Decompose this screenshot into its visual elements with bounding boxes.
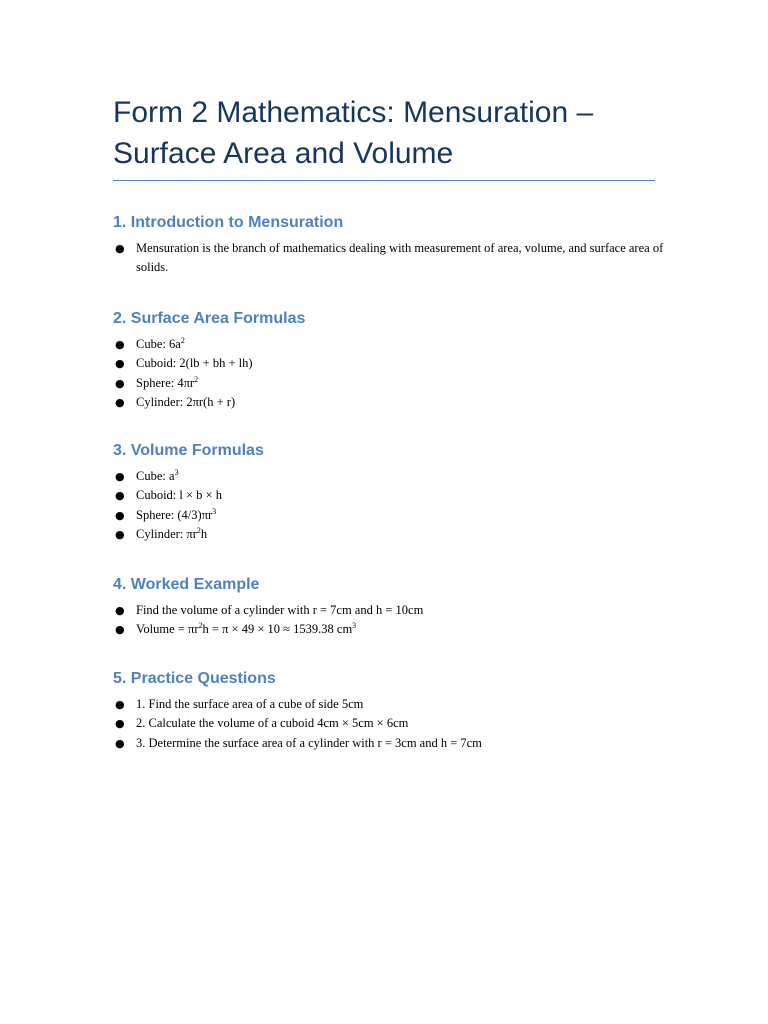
list-item xyxy=(113,734,673,753)
section-surface-area xyxy=(113,309,673,412)
section-heading: 1. Introduction to Mensuration xyxy=(113,214,344,231)
list-item xyxy=(113,601,673,620)
bullet-list xyxy=(113,239,673,278)
list-item-text: Cube: $6a^2$ xyxy=(136,336,185,351)
section-volume xyxy=(113,441,673,544)
list-item-text: Cuboid: l × b × h xyxy=(136,488,222,503)
bullet-icon: ● xyxy=(115,717,125,731)
list-item-text: Volume = $\pi r^2h = \pi \times 49 \times 10 \approx 1539.38$ $cm^3$ xyxy=(136,621,357,637)
list-item-text: Sphere: $(4/3)\pi r^3$ xyxy=(136,506,217,522)
list-item-text: Cuboid: 2(lb + bh + lh) xyxy=(136,356,253,371)
list-item xyxy=(113,239,673,278)
list-item-text: Find the volume of a cylinder with r = 7cm and h = 10cm xyxy=(136,603,424,617)
list-item xyxy=(113,714,673,733)
bullet-icon: ● xyxy=(115,508,125,522)
list-item-text: 2. Calculate the volume of a cuboid 4cm × 5cm × 6cm xyxy=(136,716,409,731)
list-item-text: Cylinder: $\pi r^2h$ xyxy=(136,525,208,541)
list-item xyxy=(113,486,673,505)
list-item xyxy=(113,467,673,486)
bullet-icon: ● xyxy=(115,357,125,371)
section-worked-example xyxy=(113,575,673,640)
bullet-icon: ● xyxy=(115,376,125,390)
list-item xyxy=(113,525,673,544)
list-item xyxy=(113,620,673,639)
section-introduction xyxy=(113,213,673,278)
bullet-list xyxy=(113,335,673,412)
bullet-icon: ● xyxy=(115,736,125,750)
bullet-icon: ● xyxy=(115,527,125,541)
document-title: Form 2 Mathematics: Mensuration – Surface Area and Volume xyxy=(113,96,594,170)
list-item-text: 3. Determine the surface area of a cylinder with r = 3cm and h = 7cm xyxy=(136,735,482,750)
list-item xyxy=(113,393,673,412)
section-heading: 3. Volume Formulas xyxy=(113,442,264,459)
list-item xyxy=(113,354,673,373)
list-item-text: Cylinder: 2πr(h + r) xyxy=(136,394,236,409)
bullet-icon: ● xyxy=(115,489,125,503)
section-heading: 5. Practice Questions xyxy=(113,670,276,687)
list-item xyxy=(113,335,673,354)
section-heading: 4. Worked Example xyxy=(113,576,260,593)
bullet-icon: ● xyxy=(115,604,125,617)
bullet-icon: ● xyxy=(115,242,125,255)
bullet-icon: ● xyxy=(115,698,125,711)
title-underline xyxy=(113,180,655,181)
bullet-icon: ● xyxy=(115,395,125,409)
list-item xyxy=(113,695,673,714)
list-item xyxy=(113,506,673,525)
list-item xyxy=(113,374,673,393)
bullet-icon: ● xyxy=(115,623,125,637)
bullet-list xyxy=(113,601,673,640)
list-item-text: Mensuration is the branch of mathematics dealing with measurement of area, volume, and surface area of solids. xyxy=(136,241,664,275)
list-item-text: Cube: $a^3$ xyxy=(136,468,179,483)
bullet-list xyxy=(113,695,673,753)
bullet-list xyxy=(113,467,673,544)
list-item-text: Sphere: $4\pi r^2$ xyxy=(136,374,199,390)
section-heading: 2. Surface Area Formulas xyxy=(113,310,306,327)
bullet-icon: ● xyxy=(115,338,125,351)
section-practice-questions xyxy=(113,669,673,753)
bullet-icon: ● xyxy=(115,470,125,483)
list-item-text: 1. Find the surface area of a cube of side 5cm xyxy=(136,697,364,711)
